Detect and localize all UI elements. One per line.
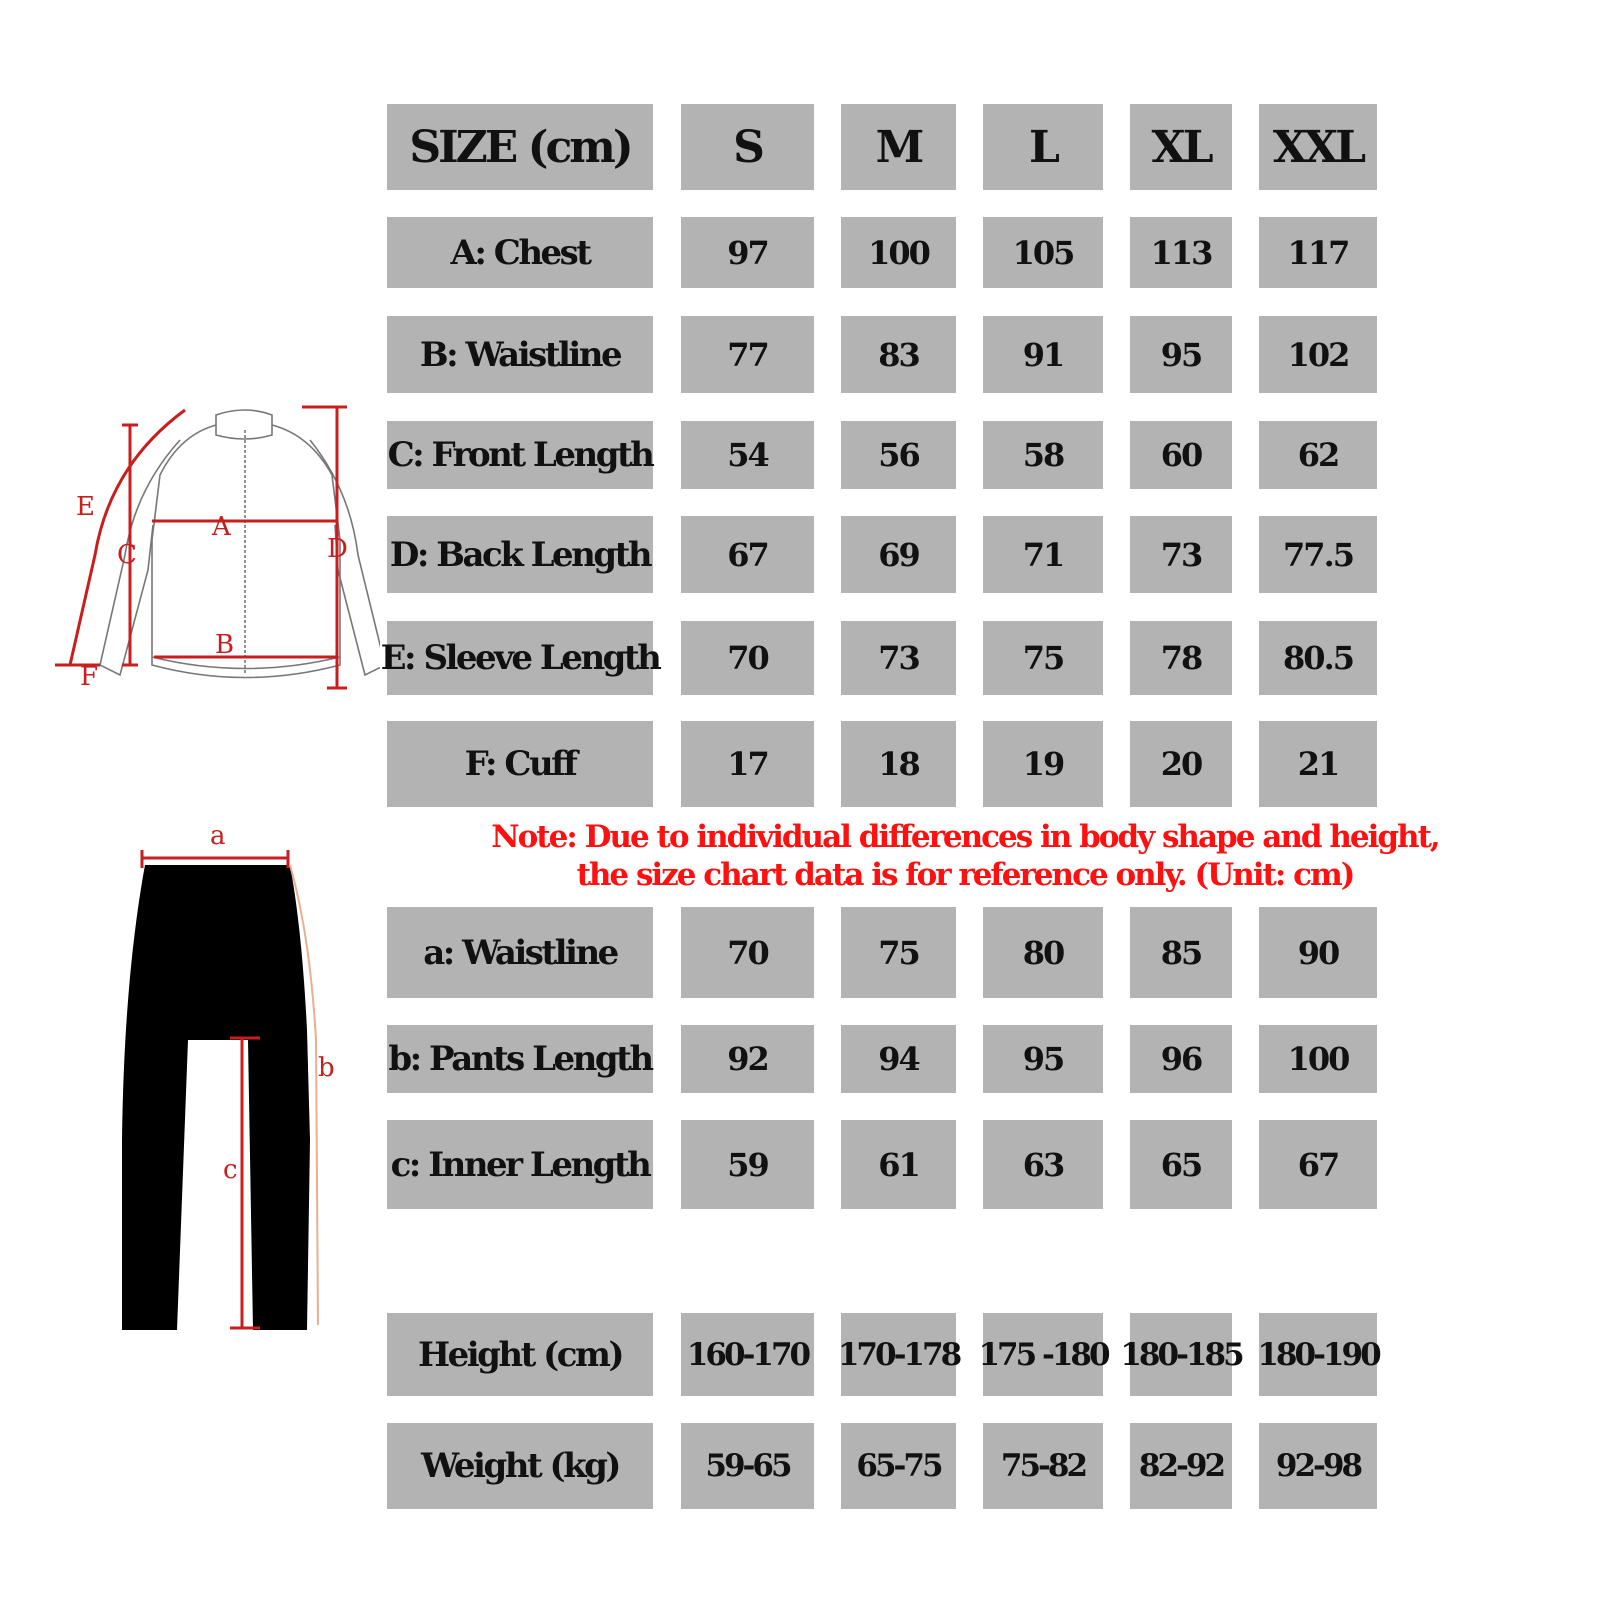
chest-xxl: 117 <box>1259 217 1377 288</box>
row-label-pants-waistline: a: Waistline <box>387 907 653 998</box>
waistline-m: 83 <box>841 316 956 393</box>
row-label-inner-length: c: Inner Length <box>387 1120 653 1209</box>
sleeve-length-xl: 78 <box>1130 621 1232 695</box>
chest-xl: 113 <box>1130 217 1232 288</box>
size-header-s: S <box>681 104 814 190</box>
jersey-diagram <box>40 395 380 725</box>
row-label-weight: Weight (kg) <box>387 1423 653 1509</box>
back-length-m: 69 <box>841 516 956 593</box>
cuff-xl: 20 <box>1130 721 1232 807</box>
pants-waistline-m: 75 <box>841 907 956 998</box>
waistline-s: 77 <box>681 316 814 393</box>
row-label-back-length: D: Back Length <box>387 516 653 593</box>
weight-m: 65-75 <box>841 1423 956 1509</box>
inner-length-m: 61 <box>841 1120 956 1209</box>
height-l: 175 -180 <box>983 1313 1103 1396</box>
size-note-line1: Note: Due to individual differences in body shape and height, <box>491 819 1439 855</box>
jersey-label-b: B <box>215 630 235 660</box>
sleeve-length-s: 70 <box>681 621 814 695</box>
inner-length-l: 63 <box>983 1120 1103 1209</box>
pants-waistline-s: 70 <box>681 907 814 998</box>
size-header-xl: XL <box>1130 104 1232 190</box>
height-s: 160-170 <box>681 1313 814 1396</box>
pants-waistline-xxl: 90 <box>1259 907 1377 998</box>
inner-length-s: 59 <box>681 1120 814 1209</box>
row-label-chest: A: Chest <box>387 217 653 288</box>
back-length-xxl: 77.5 <box>1259 516 1377 593</box>
jersey-label-a: A <box>212 512 231 542</box>
sleeve-length-xxl: 80.5 <box>1259 621 1377 695</box>
chest-m: 100 <box>841 217 956 288</box>
pants-length-l: 95 <box>983 1025 1103 1093</box>
back-length-l: 71 <box>983 516 1103 593</box>
front-length-l: 58 <box>983 421 1103 489</box>
pants-diagram <box>110 820 350 1350</box>
weight-xxl: 92-98 <box>1259 1423 1377 1509</box>
jersey-label-e: E <box>76 492 95 522</box>
waistline-xxl: 102 <box>1259 316 1377 393</box>
row-label-pants-length: b: Pants Length <box>387 1025 653 1093</box>
waistline-l: 91 <box>983 316 1103 393</box>
jersey-label-d: D <box>327 534 348 564</box>
size-note <box>400 818 1530 894</box>
size-header-l: L <box>983 104 1103 190</box>
front-length-m: 56 <box>841 421 956 489</box>
cuff-xxl: 21 <box>1259 721 1377 807</box>
row-label-height: Height (cm) <box>387 1313 653 1396</box>
weight-xl: 82-92 <box>1130 1423 1232 1509</box>
cuff-m: 18 <box>841 721 956 807</box>
pants-waistline-xl: 85 <box>1130 907 1232 998</box>
weight-l: 75-82 <box>983 1423 1103 1509</box>
height-xxl: 180-190 <box>1259 1313 1377 1396</box>
weight-s: 59-65 <box>681 1423 814 1509</box>
size-header-xxl: XXL <box>1259 104 1377 190</box>
chest-s: 97 <box>681 217 814 288</box>
size-header-m: M <box>841 104 956 190</box>
row-label-waistline: B: Waistline <box>387 316 653 393</box>
pants-label-a: a <box>210 821 226 851</box>
pants-label-b: b <box>318 1053 335 1083</box>
height-xl: 180-185 <box>1130 1313 1232 1396</box>
back-length-s: 67 <box>681 516 814 593</box>
size-header-label: SIZE (cm) <box>387 104 653 190</box>
front-length-s: 54 <box>681 421 814 489</box>
front-length-xxl: 62 <box>1259 421 1377 489</box>
pants-length-m: 94 <box>841 1025 956 1093</box>
waistline-xl: 95 <box>1130 316 1232 393</box>
size-note-line2: the size chart data is for reference only. (Unit: cm) <box>576 857 1354 893</box>
row-label-cuff: F: Cuff <box>387 721 653 807</box>
inner-length-xxl: 67 <box>1259 1120 1377 1209</box>
sleeve-length-l: 75 <box>983 621 1103 695</box>
front-length-xl: 60 <box>1130 421 1232 489</box>
pants-label-c: c <box>223 1155 238 1185</box>
pants-length-xxl: 100 <box>1259 1025 1377 1093</box>
pants-length-xl: 96 <box>1130 1025 1232 1093</box>
pants-length-s: 92 <box>681 1025 814 1093</box>
sleeve-length-m: 73 <box>841 621 956 695</box>
cuff-l: 19 <box>983 721 1103 807</box>
cuff-s: 17 <box>681 721 814 807</box>
row-label-front-length: C: Front Length <box>387 421 653 489</box>
row-label-sleeve-length: E: Sleeve Length <box>387 621 653 695</box>
jersey-label-f: F <box>80 662 99 692</box>
chest-l: 105 <box>983 217 1103 288</box>
inner-length-xl: 65 <box>1130 1120 1232 1209</box>
back-length-xl: 73 <box>1130 516 1232 593</box>
jersey-label-c: C <box>117 540 137 570</box>
height-m: 170-178 <box>841 1313 956 1396</box>
pants-waistline-l: 80 <box>983 907 1103 998</box>
